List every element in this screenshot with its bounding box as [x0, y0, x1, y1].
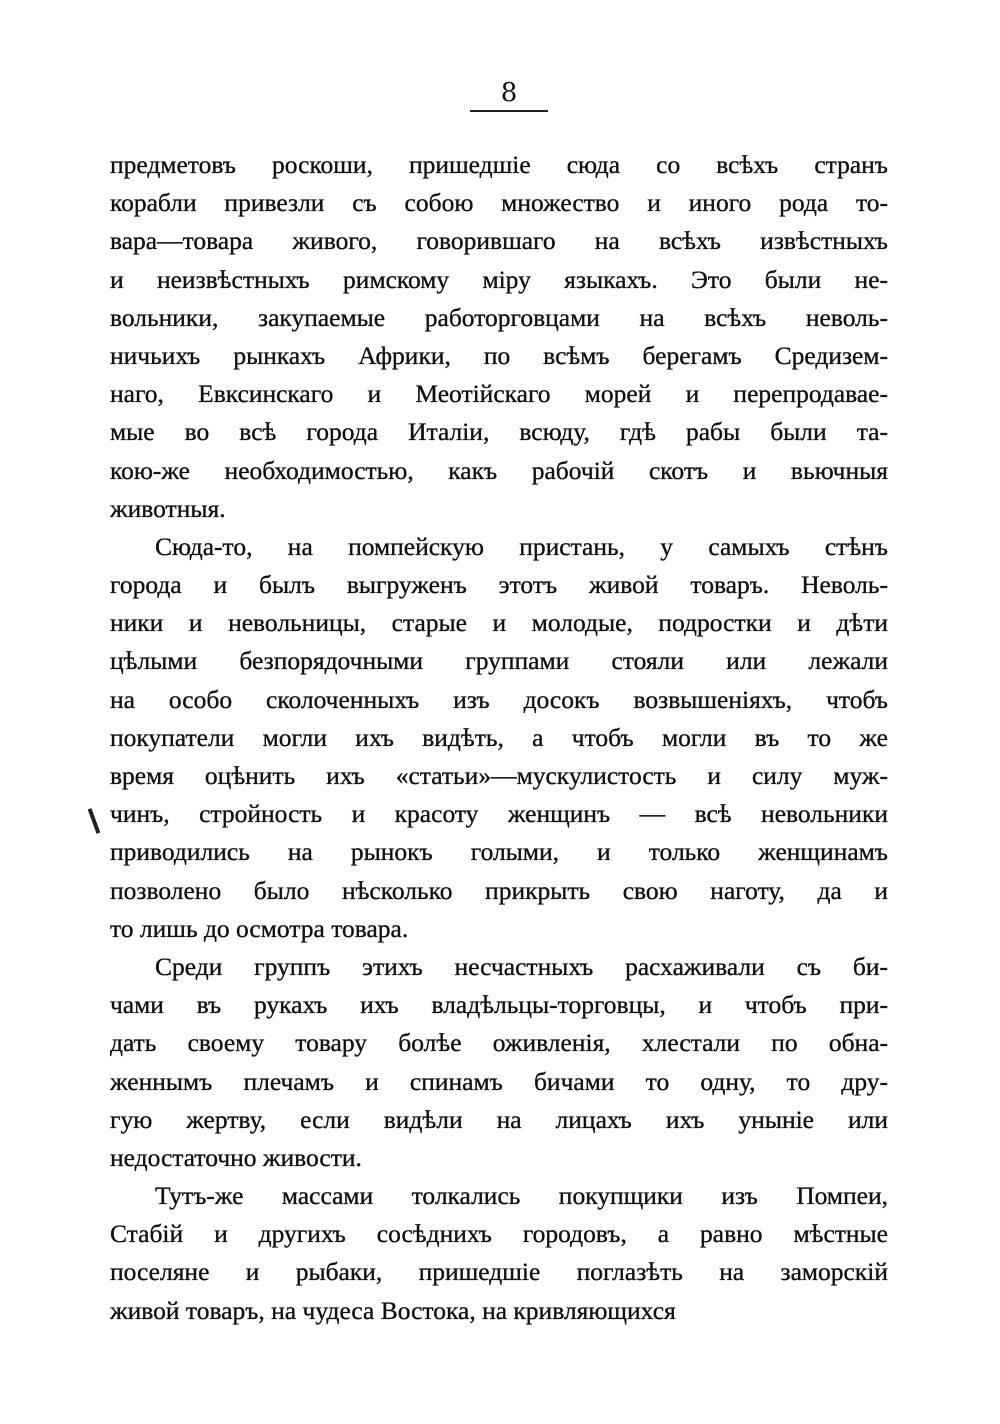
- text-line: дать своему товару болѣе оживленія, хлестали по обна-: [110, 1028, 888, 1058]
- text-line: ничьихъ рынкахъ Африки, по всѣмъ берегамъ Средизем-: [110, 340, 888, 370]
- text-line: Стабій и другихъ сосѣднихъ городовъ, а равно мѣстные: [110, 1219, 888, 1249]
- text-line: кою-же необходимостью, какъ рабочій скотъ и вьючныя: [110, 455, 888, 485]
- text-line: и неизвѣстныхъ римскому міру языкахъ. Это были не-: [110, 264, 888, 294]
- text-line: приводились на рынокъ голыми, и только женщинамъ: [110, 837, 888, 867]
- text-line: женнымъ плечамъ и спинамъ бичами то одну, то дру-: [110, 1066, 888, 1096]
- text-line: то лишь до осмотра товара.: [110, 913, 409, 943]
- text-line: вольники, закупаемые работорговцами на всѣхъ неволь-: [110, 302, 888, 332]
- paragraph: [110, 528, 888, 948]
- text-line: вара—товара живого, говорившаго на всѣхъ извѣстныхъ: [110, 226, 888, 256]
- text-line: предметовъ роскоши, пришедшіе сюда со всѣхъ странъ: [110, 150, 888, 179]
- text-line: животныя.: [110, 493, 226, 523]
- page-number-rule: [470, 110, 548, 112]
- text-line: корабли привезли съ собою множество и иного рода то-: [110, 188, 888, 218]
- text-line: города и былъ выгруженъ этотъ живой товаръ. Неволь-: [110, 570, 888, 600]
- text-line: мые во всѣ города Италіи, всюду, гдѣ рабы были та-: [110, 417, 888, 447]
- text-line: Тутъ-же массами толкались покупщики изъ Помпеи,: [155, 1181, 888, 1211]
- text-line: позволено было нѣсколько прикрыть свою наготу, да и: [110, 875, 888, 905]
- body-text: [110, 146, 888, 1330]
- text-line: Среди группъ этихъ несчастныхъ расхаживали съ би-: [155, 951, 888, 981]
- text-line: недостаточно живости.: [110, 1142, 362, 1172]
- text-line: чинъ, стройность и красоту женщинъ — всѣ невольники: [110, 799, 888, 829]
- text-line: поселяне и рыбаки, пришедшіе поглазѣть на заморскій: [110, 1257, 888, 1287]
- page-number: 8: [500, 78, 518, 108]
- margin-mark: [88, 808, 101, 834]
- text-line: ники и невольницы, старые и молодые, подростки и дѣти: [110, 608, 888, 638]
- paragraph: [110, 948, 888, 1177]
- text-line: на особо сколоченныхъ изъ досокъ возвышеніяхъ, чтобъ: [110, 684, 888, 714]
- text-line: покупатели могли ихъ видѣть, а чтобъ могли въ то же: [110, 722, 888, 752]
- text-line: цѣлыми безпорядочными группами стояли или лежали: [110, 646, 888, 676]
- text-line: живой товаръ, на чудеса Востока, на кривляющихся: [110, 1295, 676, 1325]
- text-line: чами въ рукахъ ихъ владѣльцы-торговцы, и чтобъ при-: [110, 990, 888, 1020]
- text-line: время оцѣнить ихъ «статьи»—мускулистость и силу муж-: [110, 761, 888, 790]
- text-line: наго, Евксинскаго и Меотійскаго морей и перепродавае-: [110, 379, 888, 409]
- text-line: Сюда-то, на помпейскую пристань, у самыхъ стѣнъ: [155, 531, 888, 561]
- paragraph: [110, 146, 888, 528]
- text-line: гую жертву, если видѣли на лицахъ ихъ уныніе или: [110, 1104, 888, 1134]
- paragraph: [110, 1177, 888, 1330]
